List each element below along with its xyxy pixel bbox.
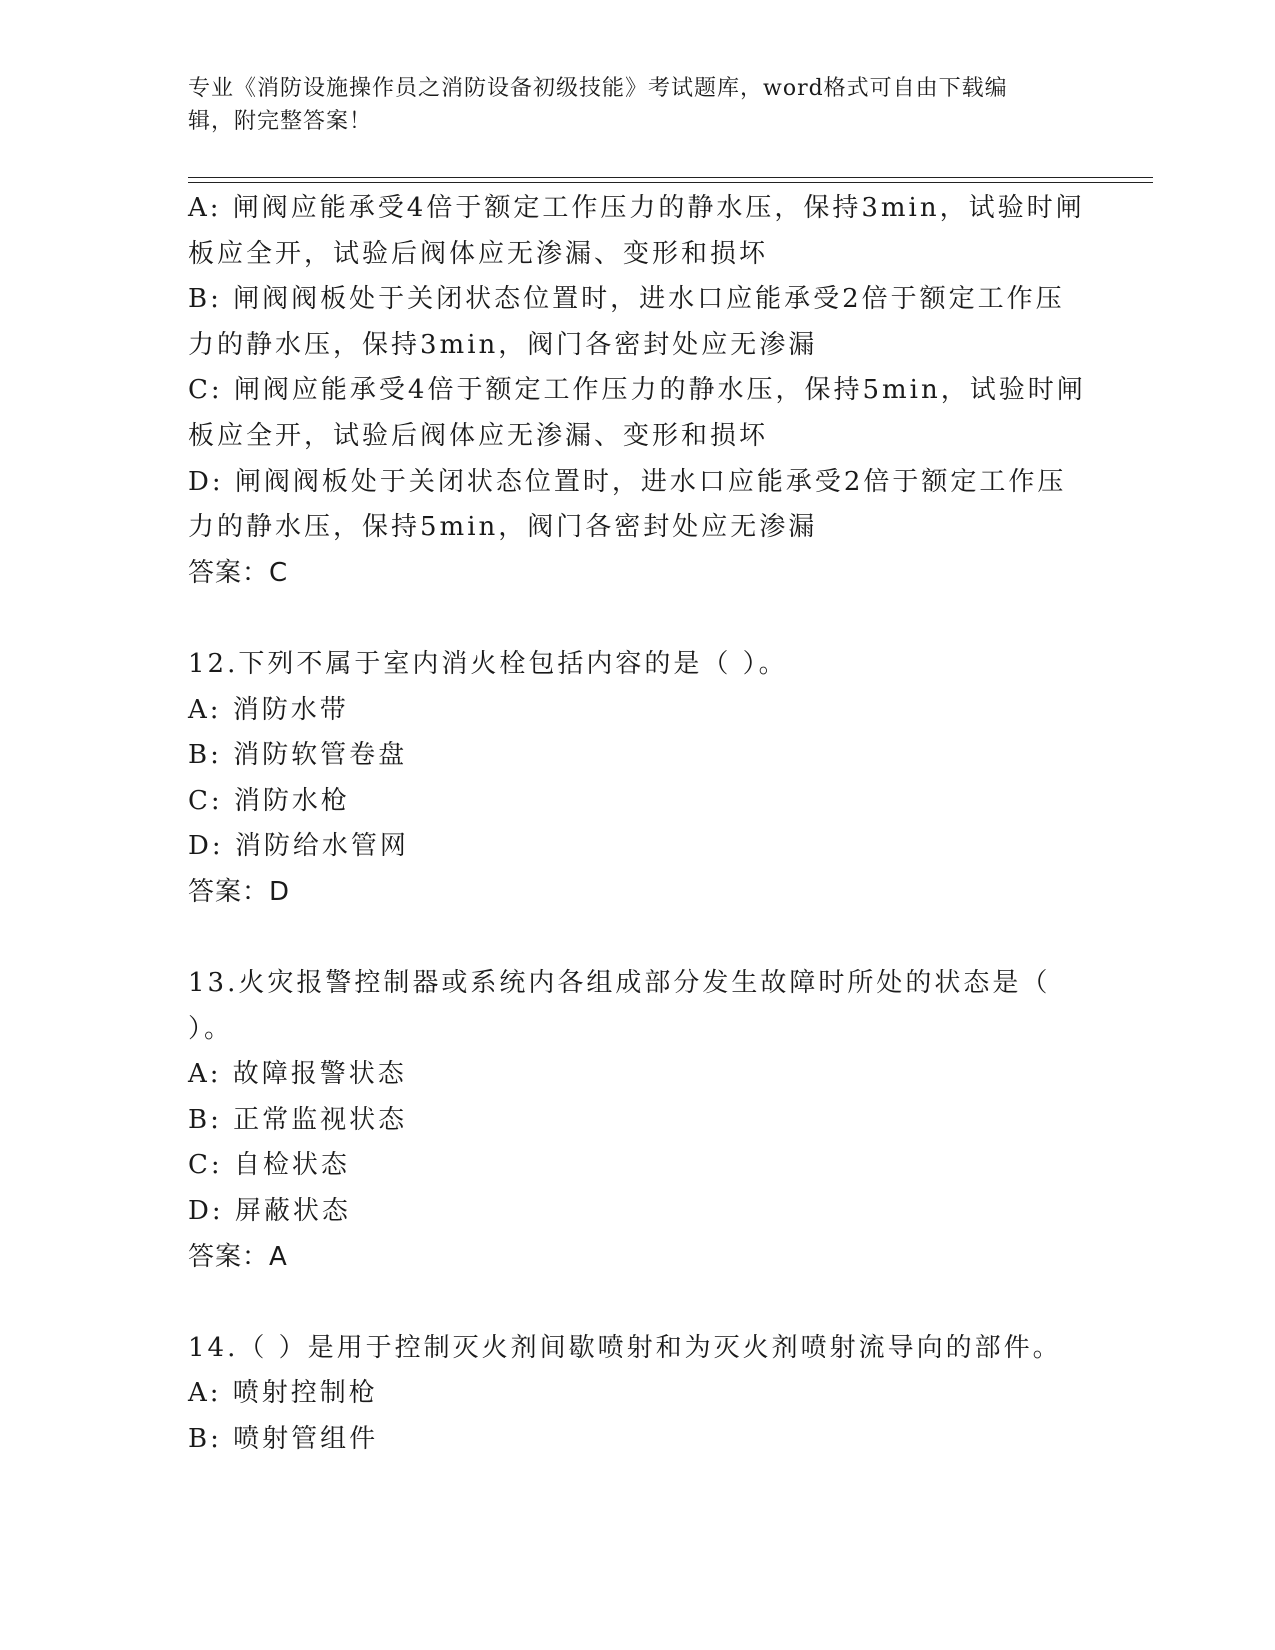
q12-option-d: D: 消防给水管网 bbox=[188, 831, 409, 862]
q11-option-c-line-1: C: 闸阀应能承受4倍于额定工作压力的静水压，保持5min，试验时闸 bbox=[188, 375, 1086, 406]
q13-question-line-1: 13.火灾报警控制器或系统内各组成部分发生故障时所处的状态是（ bbox=[188, 968, 1051, 999]
q13-option-a: A: 故障报警状态 bbox=[188, 1059, 407, 1090]
q12-answer: 答案：D bbox=[188, 876, 291, 907]
q13-option-d: D: 屏蔽状态 bbox=[188, 1196, 351, 1227]
q12-option-b: B: 消防软管卷盘 bbox=[188, 740, 408, 771]
q11-option-d-line-1: D: 闸阀阀板处于关闭状态位置时，进水口应能承受2倍于额定工作压 bbox=[188, 466, 1067, 497]
spacer bbox=[188, 916, 1088, 962]
header-line-2: 辑，附完整答案！ bbox=[188, 109, 373, 134]
question-13-block bbox=[188, 961, 1088, 1280]
q14-question: 14.（ ）是用于控制灭火剂间歇喷射和为灭火剂喷射流导向的部件。 bbox=[188, 1332, 1062, 1363]
q13-option-c: C: 自检状态 bbox=[188, 1150, 350, 1181]
q11-option-b-line-2: 力的静水压，保持3min，阀门各密封处应无渗漏 bbox=[188, 329, 818, 360]
question-12-block bbox=[188, 642, 1088, 916]
header-rule-top bbox=[188, 177, 1153, 178]
q12-question: 12.下列不属于室内消火栓包括内容的是（ ）。 bbox=[188, 648, 788, 679]
document-body bbox=[188, 186, 1088, 1463]
q11-option-a-line-1: A: 闸阀应能承受4倍于额定工作压力的静水压，保持3min，试验时闸 bbox=[188, 193, 1085, 223]
q11-option-d-line-2: 力的静水压，保持5min，阀门各密封处应无渗漏 bbox=[188, 512, 818, 543]
header-line-1: 专业《消防设施操作员之消防设备初级技能》考试题库，word格式可自由下载编 bbox=[188, 76, 1008, 101]
q14-option-a: A: 喷射控制枪 bbox=[188, 1378, 378, 1409]
q12-option-c: C: 消防水枪 bbox=[188, 785, 350, 816]
header-rule-bottom bbox=[188, 182, 1153, 183]
q11-option-c-line-2: 板应全开，试验后阀体应无渗漏、变形和损坏 bbox=[188, 420, 769, 451]
spacer bbox=[188, 1280, 1088, 1326]
q12-option-a: A: 消防水带 bbox=[188, 694, 349, 725]
question-11-block bbox=[188, 186, 1088, 596]
question-14-block bbox=[188, 1326, 1088, 1463]
document-header bbox=[188, 72, 1068, 138]
q11-answer: 答案：C bbox=[188, 557, 289, 588]
spacer bbox=[188, 596, 1088, 642]
q11-option-b-line-1: B: 闸阀阀板处于关闭状态位置时，进水口应能承受2倍于额定工作压 bbox=[188, 284, 1065, 315]
q13-answer: 答案：A bbox=[188, 1241, 288, 1272]
q13-option-b: B: 正常监视状态 bbox=[188, 1104, 408, 1135]
q11-option-a-line-2: 板应全开，试验后阀体应无渗漏、变形和损坏 bbox=[188, 238, 769, 269]
q14-option-b: B: 喷射管组件 bbox=[188, 1424, 379, 1455]
q13-question-line-2: ）。 bbox=[188, 1013, 234, 1044]
